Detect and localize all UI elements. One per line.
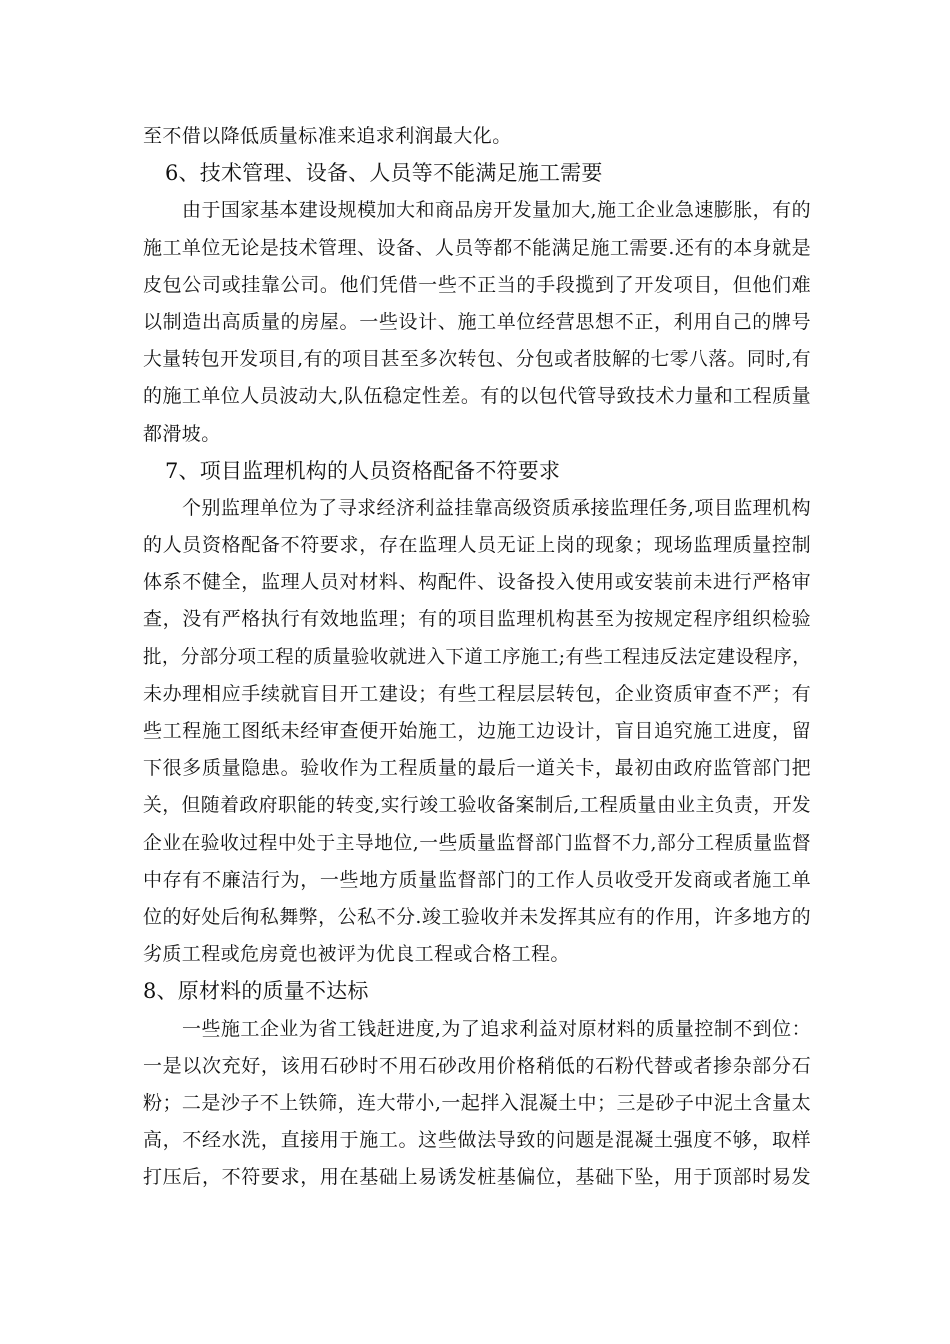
paragraph-line: 下很多质量隐患。验收作为工程质量的最后一道关卡，最初由政府监管部门把 bbox=[143, 757, 811, 780]
paragraph-line: 关，但随着政府职能的转变,实行竣工验收备案制后,工程质量由业主负责，开发 bbox=[143, 795, 811, 817]
paragraph-line: 高，不经水洗，直接用于施工。这些做法导致的问题是混凝土强度不够，取样 bbox=[143, 1129, 811, 1152]
paragraph-line: 打压后，不符要求，用在基础上易诱发桩基偏位，基础下坠，用于顶部时易发 bbox=[143, 1166, 811, 1189]
paragraph-line: 些工程施工图纸未经审查便开始施工，边施工边设计，盲目追究施工进度，留 bbox=[143, 720, 811, 742]
paragraph-line: 的施工单位人员波动大,队伍稳定性差。有的以包代管导致技术力量和工程质量 bbox=[143, 385, 811, 408]
paragraph-line: 施工单位无论是技术管理、设备、人员等都不能满足施工需要.还有的本身就是 bbox=[143, 236, 811, 259]
paragraph-line: 一是以次充好，该用石砂时不用石砂改用价格稍低的石粉代替或者掺杂部分石 bbox=[143, 1054, 811, 1077]
paragraph-line: 都滑坡。 bbox=[143, 422, 221, 445]
paragraph-line: 企业在验收过程中处于主导地位,一些质量监督部门监督不力,部分工程质量监督 bbox=[143, 832, 811, 854]
section-heading-7: 7、项目监理机构的人员资格配备不符要求 bbox=[165, 458, 561, 483]
paragraph-line: 一些施工企业为省工钱赶进度,为了追求利益对原材料的质量控制不到位： bbox=[182, 1017, 811, 1040]
paragraph-line: 个别监理单位为了寻求经济利益挂靠高级资质承接监理任务,项目监理机构 bbox=[182, 496, 811, 519]
paragraph-line: 查，没有严格执行有效地监理；有的项目监理机构甚至为按规定程序组织检验 bbox=[143, 608, 811, 631]
paragraph-line: 位的好处后徇私舞弊，公私不分.竣工验收并未发挥其应有的作用，许多地方的 bbox=[143, 905, 811, 928]
paragraph-line: 以制造出高质量的房屋。一些设计、施工单位经营思想不正，利用自己的牌号 bbox=[143, 310, 811, 333]
paragraph-line: 劣质工程或危房竟也被评为优良工程或合格工程。 bbox=[143, 943, 570, 966]
paragraph-line: 至不借以降低质量标准来追求利润最大化。 bbox=[143, 125, 512, 147]
paragraph-line: 的人员资格配备不符要求，存在监理人员无证上岗的现象；现场监理质量控制 bbox=[143, 534, 811, 557]
paragraph-line: 未办理相应手续就盲目开工建设；有些工程层层转包，企业资质审查不严；有 bbox=[143, 682, 811, 705]
paragraph-line: 中存有不廉洁行为，一些地方质量监督部门的工作人员收受开发商或者施工单 bbox=[143, 868, 811, 891]
section-heading-6: 6、技术管理、设备、人员等不能满足施工需要 bbox=[165, 161, 603, 186]
paragraph-line: 批，分部分项工程的质量验收就进入下道工序施工;有些工程违反法定建设程序， bbox=[143, 646, 812, 668]
paragraph-line: 大量转包开发项目,有的项目甚至多次转包、分包或者肢解的七零八落。同时,有 bbox=[143, 349, 811, 371]
section-heading-8: 8、原材料的质量不达标 bbox=[143, 979, 369, 1004]
paragraph-line: 由于国家基本建设规模加大和商品房开发量加大,施工企业急速膨胀，有的 bbox=[182, 199, 811, 222]
paragraph-line: 粉；二是沙子不上铁筛，连大带小,一起拌入混凝土中；三是砂子中泥土含量太 bbox=[143, 1091, 811, 1114]
paragraph-line: 皮包公司或挂靠公司。他们凭借一些不正当的手段揽到了开发项目，但他们难 bbox=[143, 273, 811, 296]
paragraph-line: 体系不健全，监理人员对材料、构配件、设备投入使用或安装前未进行严格审 bbox=[143, 571, 811, 594]
document-body bbox=[143, 118, 811, 1196]
